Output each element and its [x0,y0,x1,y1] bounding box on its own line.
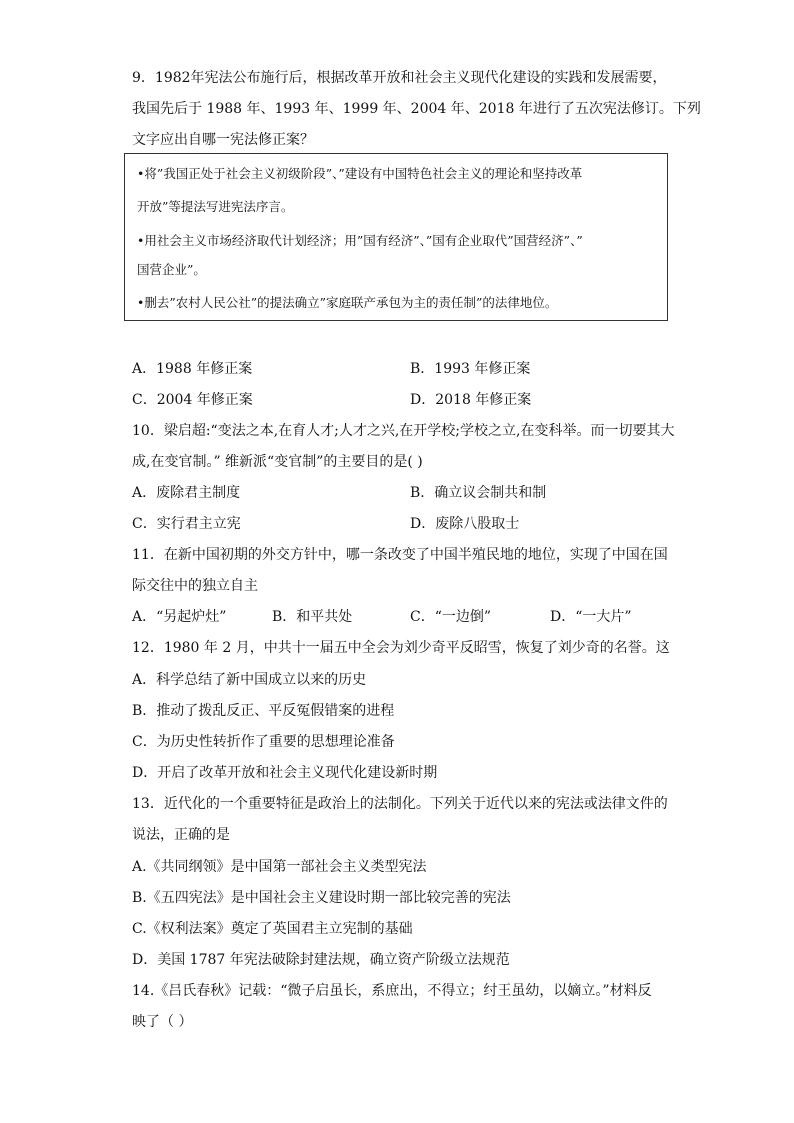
q13-option-a[interactable]: A.《共同纲领》是中国第一部社会主义类型宪法 [132,859,427,875]
q9-material-line-2: 开放”等提法写进宪法序言。 [137,199,294,214]
q11-option-a[interactable]: A．“另起炉灶” [132,609,227,625]
q12-option-d[interactable]: D．开启了改革开放和社会主义现代化建设新时期 [132,765,438,781]
q13-option-c[interactable]: C.《权利法案》奠定了英国君主立宪制的基础 [132,921,413,937]
q12-option-a[interactable]: A．科学总结了新中国成立以来的历史 [132,672,367,688]
q11-option-b[interactable]: B．和平共处 [272,609,353,625]
q13-option-d[interactable]: D．美国 1787 年宪法破除封建法规，确立资产阶级立法规范 [132,952,510,968]
q9-material-line-5: •删去”农村人民公社”的提法确立”家庭联产承包为主的责任制”的法律地位。 [137,295,558,310]
q9-material-line-1: •将”我国正处于社会主义初级阶段”、”建设有中国特色社会主义的理论和坚持改革 [137,166,583,181]
q10-option-b[interactable]: B．确立议会制共和制 [410,485,547,501]
q14-stem-line-2: 映了（ ） [132,1014,193,1030]
q11-stem-line-2: 际交往中的独立自主 [132,578,258,594]
q9-stem-line-3: 文字应出自哪一宪法修正案？ [132,132,314,148]
q13-stem-line-1: 13．近代化的一个重要特征是政治上的法制化。下列关于近代以来的宪法或法律文件的 [132,796,668,812]
q9-option-c[interactable]: C．2004 年修正案 [132,392,253,408]
q13-stem-line-2: 说法，正确的是 [132,827,230,843]
q10-option-a[interactable]: A．废除君主制度 [132,485,241,501]
q9-material-box [124,153,668,321]
q12-option-b[interactable]: B．推动了拨乱反正、平反冤假错案的进程 [132,703,395,719]
q9-stem-line-1: 9．1982年宪法公布施行后，根据改革开放和社会主义现代化建设的实践和发展需要， [132,70,667,86]
q9-option-b[interactable]: B．1993 年修正案 [410,361,531,377]
q9-option-a[interactable]: A．1988 年修正案 [132,361,253,377]
q14-stem-line-1: 14.《吕氏春秋》记载：“微子启虽长，系庶出，不得立；纣王虽幼，以嫡立。”材料反 [132,983,652,999]
q9-material-line-4: 国营企业”。 [137,262,206,277]
q10-stem-line-2: 成,在变官制。” 维新派“变官制”的主要目的是( ) [132,454,423,470]
q12-stem-line-1: 12．1980 年 2 月，中共十一届五中全会为刘少奇平反昭雪，恢复了刘少奇的名誉。这 [132,640,670,656]
q12-option-c[interactable]: C．为历史性转折作了重要的思想理论准备 [132,734,395,750]
q13-option-b[interactable]: B.《五四宪法》是中国社会主义建设时期一部比较完善的宪法 [132,890,511,906]
q9-option-d[interactable]: D．2018 年修正案 [410,392,532,408]
q11-option-d[interactable]: D．“一大片” [550,609,632,625]
q9-material-line-3: •用社会主义市场经济取代计划经济；用”国有经济”、”国有企业取代”国营经济”、” [137,233,583,248]
q11-option-c[interactable]: C．“一边倒” [410,609,492,625]
q10-stem-line-1: 10．梁启超:“变法之本,在育人才;人才之兴,在开学校;学校之立,在变科举。而一切要其大 [132,423,675,439]
q9-stem-line-2: 我国先后于 1988 年、1993 年、1999 年、2004 年、2018 年进行了五次宪法修订。下列 [132,101,701,117]
q10-option-c[interactable]: C．实行君主立宪 [132,516,241,532]
q11-stem-line-1: 11．在新中国初期的外交方针中，哪一条改变了中国半殖民地的地位，实现了中国在国 [132,547,668,563]
q10-option-d[interactable]: D．废除八股取士 [410,516,520,532]
